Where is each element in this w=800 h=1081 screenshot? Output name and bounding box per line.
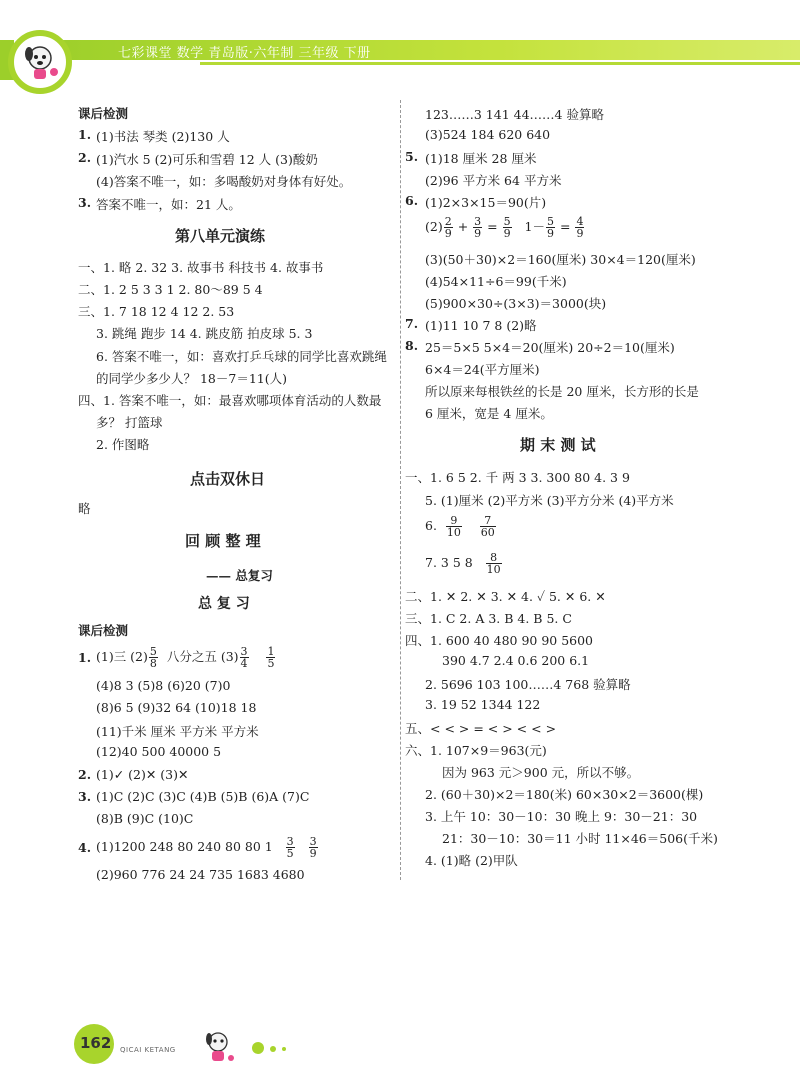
final-line-5: 二、1. ✕ 2. ✕ 3. ✕ 4. ✓ 5. ✕ 6. ✕ [405, 589, 606, 604]
final-line-9: 2. 5696 103 100……4 768 验算略 [425, 677, 631, 692]
unit8-line-9: 2. 作图略 [96, 437, 150, 452]
right-line-10: (1)11 10 7 8 (2)略 [425, 318, 537, 333]
right-line-2: (3)524 184 620 640 [425, 127, 551, 142]
review-item-number-4: 4. [78, 840, 92, 855]
unit8-line-2: 二、1. 2 5 3 3 1 2. 80～89 5 4 [78, 282, 263, 297]
one-minus: 1－ [524, 219, 545, 234]
fraction-2-9: $\frac{2}{9}$ [444, 215, 452, 240]
review-line-1-a: (1)三 (2) [96, 649, 148, 664]
right-line-11: 25＝5×5 5×4＝20(厘米) 20÷2＝10(厘米) [425, 340, 675, 355]
weekend-title: 点击双休日 [190, 470, 266, 488]
right-line-3: (1)18 厘米 28 厘米 [425, 151, 537, 166]
final-line-4-label: 7. 3 5 8 [425, 555, 473, 570]
review-line-1-b: 八分之五 (3) [166, 649, 239, 664]
fraction-4-9: $\frac{4}{9}$ [576, 215, 584, 240]
unit8-title: 第八单元演练 [175, 227, 266, 245]
review-item-number-2: 2. [78, 767, 92, 782]
right-line-9: (5)900×30÷(3×3)＝3000(块) [425, 296, 607, 311]
item-number-3: 3. [78, 195, 92, 210]
fraction-5-9b: $\frac{5}{9}$ [547, 215, 554, 240]
final-line-15: 3. 上午 10：30－10：30 晚上 9：30－21：30 [425, 809, 698, 824]
equals-sign: = [487, 219, 498, 234]
review-title: 回 顾 整 理 [185, 532, 261, 550]
header-underline [200, 62, 800, 65]
review-line-2: (4)8 3 (5)8 (6)20 (7)0 [96, 678, 231, 693]
final-line-4 [425, 549, 503, 577]
page-number: 162 [80, 1034, 112, 1052]
review-line-7: (1)C (2)C (3)C (4)B (5)B (6)A (7)C [96, 789, 310, 804]
unit8-line-1: 一、1. 略 2. 32 3. 故事书 科技书 4. 故事书 [78, 260, 324, 275]
item-number-2: 2. [78, 150, 92, 165]
fraction-3-5: $\frac{3}{5}$ [286, 835, 294, 860]
fraction-3-4: $\frac{3}{4}$ [240, 645, 248, 670]
unit8-line-8: 多？ 打篮球 [96, 415, 163, 430]
right-line-12: 6×4＝24(平方厘米) [425, 362, 540, 377]
final-line-2: 5. (1)厘米 (2)平方米 (3)平方分米 (4)平方米 [425, 493, 674, 508]
weekend-body: 略 [78, 501, 91, 516]
final-line-1: 一、1. 6 5 2. 千 两 3 3. 300 80 4. 3 9 [405, 470, 630, 485]
fraction-3-9: $\frac{3}{9}$ [309, 835, 317, 860]
final-line-7: 四、1. 600 40 480 90 90 5600 [405, 633, 594, 648]
equals-sign-2: = [559, 219, 571, 234]
right-item-number-7: 7. [405, 316, 419, 331]
plus-sign: + [457, 219, 469, 234]
final-line-3 [425, 512, 497, 540]
right-item-number-5: 5. [405, 149, 419, 164]
review-line-5: (12)40 500 40000 5 [96, 744, 222, 759]
column-divider [400, 100, 401, 880]
footer-mascot-icon [198, 1026, 242, 1070]
final-line-12: 六、1. 107×9＝963(元) [405, 743, 547, 758]
footer-dot-large [252, 1042, 264, 1054]
final-line-17: 4. (1)略 (2)甲队 [425, 853, 518, 868]
fraction-1-5: $\frac{1}{5}$ [267, 645, 275, 670]
review-section-title: 总 复 习 [198, 596, 250, 612]
right-line-6 [425, 213, 585, 241]
check-line-1: (1)书法 琴类 (2)130 人 [96, 129, 230, 144]
fraction-3-9b: $\frac{3}{9}$ [474, 215, 482, 240]
right-line-5: (1)2×3×15＝90(片) [425, 195, 547, 210]
fraction-7-60: $\frac{7}{60}$ [480, 514, 495, 539]
review-line-8: (8)B (9)C (10)C [96, 811, 194, 826]
right-line-6-label: (2) [425, 219, 443, 234]
right-item-number-6: 6. [405, 193, 419, 208]
review-line-9-a: (1)1200 248 80 240 80 80 1 [96, 839, 273, 854]
review-item-number-1: 1. [78, 650, 92, 665]
footer-dot-small [282, 1047, 286, 1051]
unit8-line-4: 3. 跳绳 跑步 14 4. 跳皮筋 拍皮球 5. 3 [96, 326, 313, 341]
unit8-line-5: 6. 答案不唯一，如：喜欢打乒乓球的同学比喜欢跳绳 [96, 349, 387, 364]
right-item-number-8: 8. [405, 338, 419, 353]
final-line-3-label: 6. [425, 518, 437, 533]
mascot-icon [14, 36, 66, 88]
review-line-6: (1)✓ (2)✕ (3)✕ [96, 767, 189, 782]
fraction-9-10: $\frac{9}{10}$ [446, 514, 461, 539]
right-line-14: 6 厘米，宽是 4 厘米。 [425, 406, 553, 421]
fraction-5-8: $\frac{5}{8}$ [149, 645, 157, 670]
unit8-line-3: 三、1. 7 18 12 4 12 2. 53 [78, 304, 235, 319]
final-line-11: 五、< < > = < > < < > [405, 721, 557, 736]
check-line-3: (4)答案不唯一，如：多喝酸奶对身体有好处。 [96, 174, 352, 189]
review-line-9 [96, 833, 319, 861]
right-line-7: (3)(50＋30)×2＝160(厘米) 30×4＝120(厘米) [425, 252, 696, 267]
final-line-10: 3. 19 52 1344 122 [425, 697, 541, 712]
right-line-1: 123……3 141 44……4 验算略 [425, 107, 604, 122]
footer-brand: QICAI KETANG [120, 1046, 176, 1054]
review-subtitle: —— 总复习 [206, 568, 273, 583]
final-line-6: 三、1. C 2. A 3. B 4. B 5. C [405, 611, 572, 626]
check-line-2: (1)汽水 5 (2)可乐和雪碧 12 人 (3)酸奶 [96, 152, 318, 167]
left-heading-check-2: 课后检测 [78, 623, 129, 638]
final-line-13: 因为 963 元＞900 元，所以不够。 [442, 765, 640, 780]
final-line-8: 390 4.7 2.4 0.6 200 6.1 [442, 653, 590, 668]
check-line-4: 答案不唯一，如：21 人。 [96, 197, 241, 212]
left-heading-check: 课后检测 [78, 106, 129, 121]
right-line-13: 所以原来每根铁丝的长是 20 厘米，长方形的长是 [425, 384, 699, 399]
fraction-5-9: $\frac{5}{9}$ [503, 215, 511, 240]
right-line-4: (2)96 平方米 64 平方米 [425, 173, 562, 188]
review-item-number-3: 3. [78, 789, 92, 804]
footer-dot-medium [270, 1046, 276, 1052]
right-line-8: (4)54×11÷6＝99(千米) [425, 274, 567, 289]
review-line-3: (8)6 5 (9)32 64 (10)18 18 [96, 700, 257, 715]
unit8-line-7: 四、1. 答案不唯一，如：最喜欢哪项体育活动的人数最 [78, 393, 382, 408]
review-line-10: (2)960 776 24 24 735 1683 4680 [96, 867, 305, 882]
header-title: 七彩课堂 数学 青岛版·六年制 三年级 下册 [118, 46, 371, 61]
fraction-8-10: $\frac{8}{10}$ [486, 551, 501, 576]
item-number-1: 1. [78, 127, 92, 142]
final-line-14: 2. (60＋30)×2＝180(米) 60×30×2＝3600(棵) [425, 787, 704, 802]
review-line-4: (11)千米 厘米 平方米 平方米 [96, 724, 259, 739]
unit8-line-6: 的同学少多少人？ 18－7＝11(人) [96, 371, 287, 386]
mascot-badge [8, 30, 72, 94]
review-line-1 [96, 643, 276, 671]
final-line-16: 21：30－10：30＝11 小时 11×46＝506(千米) [442, 831, 718, 846]
final-exam-title: 期 末 测 试 [520, 436, 596, 454]
